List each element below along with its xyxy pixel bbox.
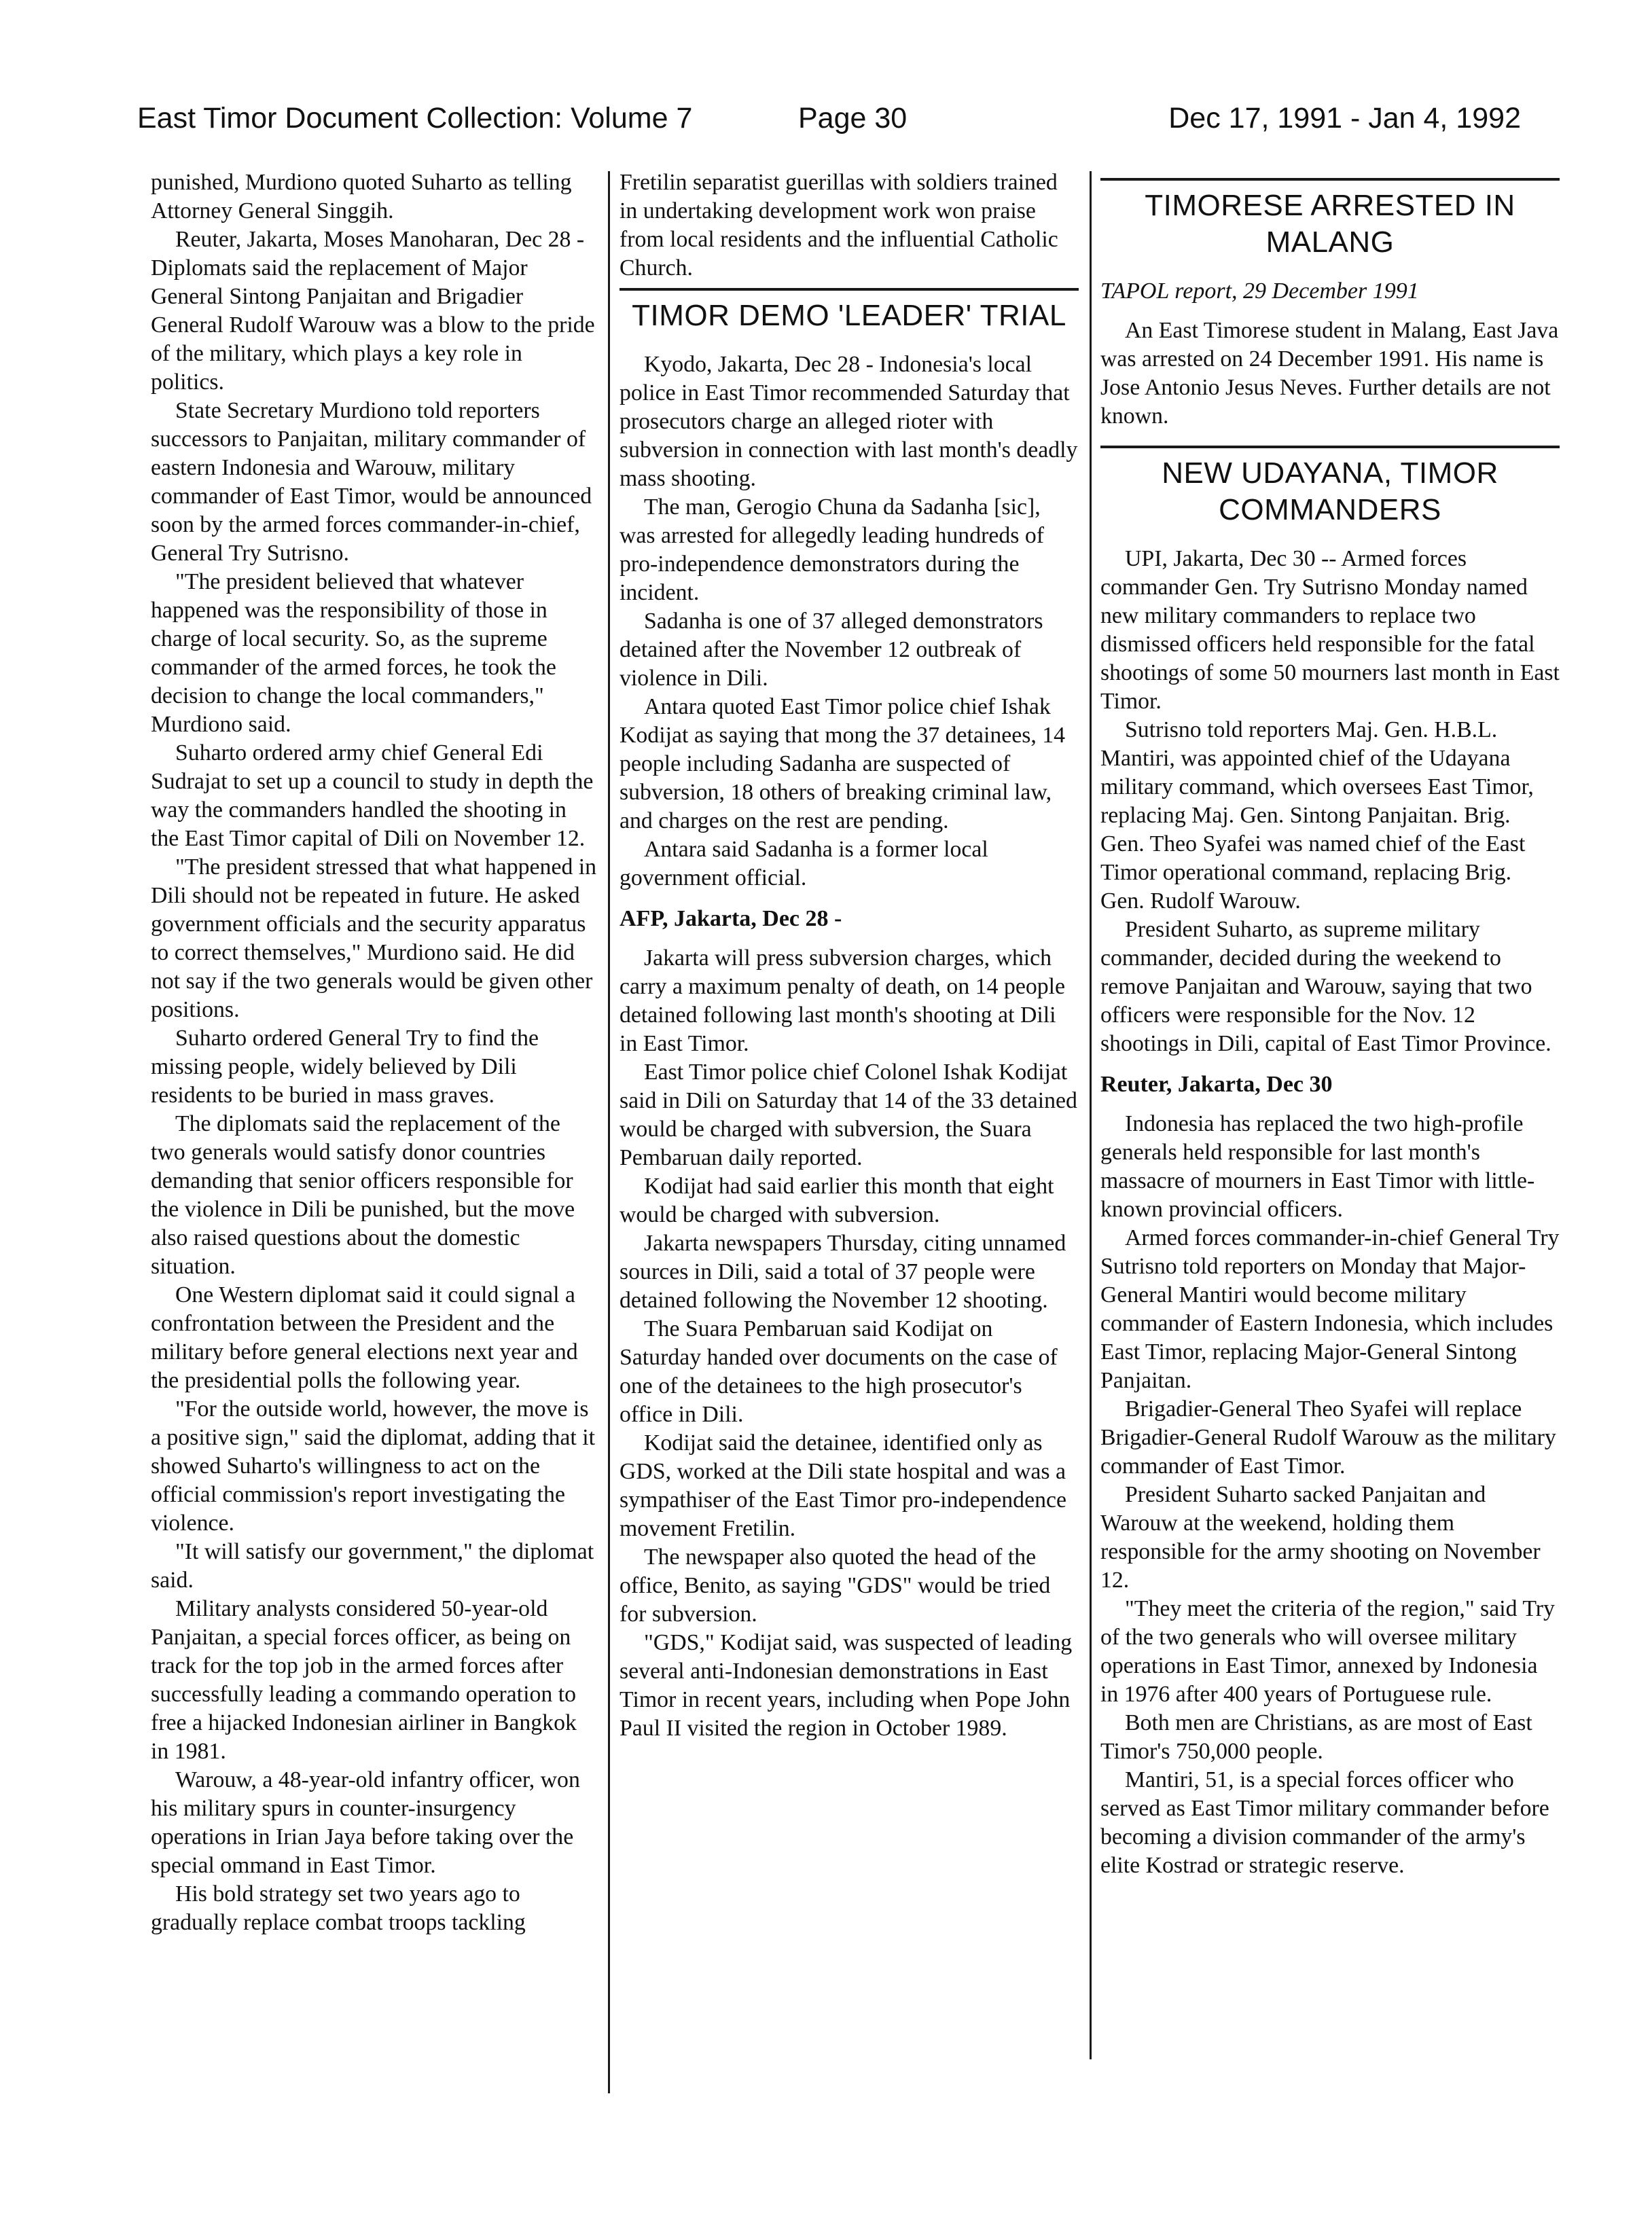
paragraph: An East Timorese student in Malang, East Java was arrested on 24 December 1991. His name is Jose Antonio Jesus Neves. Further details are not known. [1100, 318, 1559, 429]
paragraph: Reuter, Jakarta, Moses Manoharan, Dec 28 - Diplomats said the replacement of Major General Sintong Panjaitan and Brigadier General Rudolf Warouw was a blow to the pride of the military, which plays a key role in politics. [151, 227, 595, 395]
column-3 [1100, 168, 1560, 1880]
paragraph: Armed forces commander-in-chief General Try Sutrisno told reporters on Monday that Major-General Mantiri would become military commander of Eastern Indonesia, which includes East Timor, replacing Major-General Sintong Panjaitan. [1100, 1225, 1560, 1393]
paragraph: Suharto ordered army chief General Edi Sudrajat to set up a council to study in depth the way the commanders handled the shooting in the East Timor capital of Dili on November 12. [151, 740, 594, 851]
paragraph: The Suara Pembaruan said Kodijat on Saturday handed over documents on the case of one of the detainees to the high prosecutor's office in Dili. [620, 1316, 1058, 1427]
source-line: AFP, Jakarta, Dec 28 - [620, 906, 842, 931]
source-line: TAPOL report, 29 December 1991 [1100, 278, 1419, 304]
column-divider-1 [608, 171, 610, 2093]
paragraph: "They meet the criteria of the region," said Try of the two generals who will oversee military operations in East Timor, annexed by Indonesia in 1976 after 400 years of Portuguese rule. [1100, 1596, 1555, 1707]
paragraph: The diplomats said the replacement of the two generals would satisfy donor countries demanding that senior officers responsible for the violence in Dili be punished, but the move also raised questions about the domestic situation. [151, 1111, 575, 1279]
column-2 [620, 168, 1079, 1743]
header-date-range: Dec 17, 1991 - Jan 4, 1992 [1168, 102, 1521, 134]
header-page-number: Page 30 [798, 102, 908, 134]
paragraph: "The president believed that whatever happened was the responsibility of those in charge of local security. So, as the supreme commander of the armed forces, he took the decision to change the local commanders," Murdiono said. [151, 569, 556, 737]
paragraph: Kodijat had said earlier this month that eight would be charged with subversion. [620, 1174, 1054, 1227]
paragraph: "The president stressed that what happened in Dili should not be repeated in future. He asked government officials and the security apparatus to correct themselves," Murdiono said. He did not say if the two generals would be given other positions. [151, 854, 597, 1022]
header-collection-title: East Timor Document Collection: Volume 7 [137, 102, 693, 134]
paragraph: "For the outside world, however, the move is a positive sign," said the diplomat, adding that it showed Suharto's willingness to act on the official commission's report investigating the violence. [151, 1396, 595, 1536]
paragraph: Warouw, a 48-year-old infantry officer, won his military spurs in counter-insurgency operations in Irian Jaya before taking over the special ommand in East Timor. [151, 1767, 580, 1878]
paragraph: Jakarta newspapers Thursday, citing unnamed sources in Dili, said a total of 37 people were detained following the November 12 shooting. [620, 1231, 1066, 1313]
source-line: Reuter, Jakarta, Dec 30 [1100, 1072, 1333, 1097]
article-headline: TIMORESE ARRESTED IN MALANG [1145, 189, 1515, 259]
paragraph: "It will satisfy our government," the diplomat said. [151, 1539, 594, 1593]
paragraph: punished, Murdiono quoted Suharto as telling Attorney General Singgih. [151, 170, 572, 223]
paragraph: Indonesia has replaced the two high-profile generals held responsible for last month's massacre of mourners in East Timor with little-known provincial officers. [1100, 1111, 1535, 1222]
paragraph: Brigadier-General Theo Syafei will replace Brigadier-General Rudolf Warouw as the military commander of East Timor. [1100, 1396, 1556, 1479]
paragraph: The newspaper also quoted the head of the office, Benito, as saying "GDS" would be tried for subversion. [620, 1545, 1051, 1627]
column-divider-2 [1090, 171, 1092, 2059]
paragraph: Military analysts considered 50-year-old Panjaitan, a special forces officer, as being on track for the top job in the armed forces after successfully leading a commando operation to free a hijacked Indonesian airliner in Bangkok in 1981. [151, 1596, 577, 1764]
paragraph: East Timor police chief Colonel Ishak Kodijat said in Dili on Saturday that 14 of the 33 detained would be charged with subversion, the Suara Pembaruan daily reported. [620, 1060, 1077, 1170]
article-headline: TIMOR DEMO 'LEADER' TRIAL [632, 299, 1066, 332]
paragraph: President Suharto, as supreme military commander, decided during the weekend to remove Panjaitan and Warouw, saying that two officers were responsible for the Nov. 12 shootings in Dili, capital of East Timor Province. [1100, 917, 1551, 1056]
column-1 [151, 168, 599, 1937]
paragraph: The man, Gerogio Chuna da Sadanha [sic], was arrested for allegedly leading hundreds of pro-independence demonstrators during the incident. [620, 494, 1045, 605]
article-headline: NEW UDAYANA, TIMOR COMMANDERS [1162, 456, 1498, 526]
paragraph: His bold strategy set two years ago to gradually replace combat troops tackling [151, 1881, 526, 1935]
paragraph: Kyodo, Jakarta, Dec 28 - Indonesia's local police in East Timor recommended Saturday that prosecutors charge an alleged rioter with subversion in connection with last month's deadly mass shooting. [620, 352, 1078, 491]
paragraph: Kodijat said the detainee, identified only as GDS, worked at the Dili state hospital and was a sympathiser of the East Timor pro-independence movement Fretilin. [620, 1430, 1066, 1541]
paragraph: One Western diplomat said it could signal a confrontation between the President and the military before general elections next year and the presidential polls the following year. [151, 1282, 578, 1393]
paragraph: Antara said Sadanha is a former local government official. [620, 837, 988, 890]
paragraph: Both men are Christians, as are most of East Timor's 750,000 people. [1100, 1710, 1532, 1764]
paragraph: Sadanha is one of 37 alleged demonstrators detained after the November 12 outbreak of violence in Dili. [620, 609, 1043, 691]
paragraph: Antara quoted East Timor police chief Ishak Kodijat as saying that mong the 37 detainees, 14 people including Sadanha are suspected of subversion, 18 others of breaking criminal law, and charges on the rest are pending. [620, 694, 1066, 833]
paragraph: State Secretary Murdiono told reporters successors to Panjaitan, military commander of eastern Indonesia and Warouw, military commander of East Timor, would be announced soon by the armed forces commander-in-chief, General Try Sutrisno. [151, 398, 592, 566]
paragraph: Fretilin separatist guerillas with soldiers trained in undertaking development work won praise from local residents and the influential Catholic Church. [620, 170, 1058, 281]
article-divider [1100, 178, 1560, 181]
article-divider [620, 288, 1079, 291]
paragraph: President Suharto sacked Panjaitan and Warouw at the weekend, holding them responsible for the army shooting on November 12. [1100, 1482, 1541, 1593]
paragraph: UPI, Jakarta, Dec 30 -- Armed forces commander Gen. Try Sutrisno Monday named new military commanders to replace two dismissed officers held responsible for the fatal shootings of some 50 mourners last month in East Timor. [1100, 546, 1560, 714]
paragraph: Sutrisno told reporters Maj. Gen. H.B.L. Mantiri, was appointed chief of the Udayana military command, which oversees East Timor, replacing Maj. Gen. Sintong Panjaitan. Brig. Gen. Theo Syafei was named chief of the East Timor operational command, replacing Brig. Gen. Rudolf Warouw. [1100, 717, 1534, 914]
paragraph: Suharto ordered General Try to find the missing people, widely believed by Dili residents to be buried in mass graves. [151, 1026, 539, 1108]
paragraph: "GDS," Kodijat said, was suspected of leading several anti-Indonesian demonstrations in East Timor in recent years, including when Pope John Paul II visited the region in October 1989. [620, 1630, 1073, 1741]
article-divider [1100, 446, 1560, 448]
paragraph: Mantiri, 51, is a special forces officer who served as East Timor military commander before becoming a division commander of the army's elite Kostrad or strategic reserve. [1100, 1767, 1549, 1878]
paragraph: Jakarta will press subversion charges, which carry a maximum penalty of death, on 14 people detained following last month's shooting at Dili in East Timor. [620, 945, 1066, 1056]
